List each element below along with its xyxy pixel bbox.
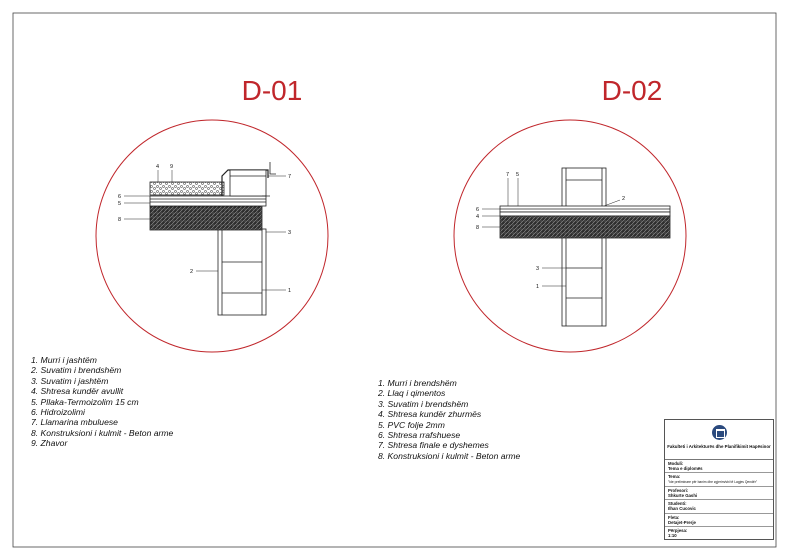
callout-label: 4 (156, 164, 160, 170)
title-block-row (665, 514, 773, 527)
row-label: Tema: (668, 474, 681, 480)
legend-d02 (378, 378, 520, 461)
legend-item: 6. Shtresa rrafshuese (378, 430, 461, 441)
screed-layer (500, 212, 670, 216)
legend-item: 9. Zhavor (31, 438, 68, 449)
row-label: Profesori: (668, 487, 689, 493)
callout-label: 2 (622, 196, 626, 202)
detail-circle-d01 (96, 120, 328, 352)
callout-label: 6 (476, 207, 480, 213)
row-label: Moduli: (668, 461, 684, 466)
section-drawing-d02 (500, 168, 670, 326)
legend-item: 2. Llaq i qimentos (378, 388, 446, 399)
legend-item: 8. Konstruksioni i kulmit - Beton arme (31, 427, 174, 438)
callout-label: 6 (118, 194, 122, 200)
callout-label: 7 (506, 172, 510, 178)
legend-item: 4. Shtresa kundër avullit (31, 386, 124, 397)
row-label: Përpjesa: (668, 528, 688, 534)
row-value: Ilhan Cucovic (668, 506, 696, 512)
legend-item: 4. Shtresa kundër zhurmës (378, 409, 482, 420)
callout-label: 1 (536, 284, 540, 290)
title-block-row (665, 487, 773, 500)
legend-item: 5. PVC folje 2mm (378, 419, 445, 430)
legend-item: 3. Suvatim i jashtëm (31, 375, 109, 386)
legend-item: 6. Hidroizolimi (31, 407, 85, 418)
callout-label: 4 (476, 214, 480, 220)
callout-label: 3 (288, 230, 292, 236)
row-value: Detajet-Prerje (668, 519, 696, 525)
row-label: Studenti: (668, 501, 687, 507)
row-value: 1:10 (668, 533, 677, 539)
detail-title-d02: D-02 (601, 75, 663, 106)
legend-item: 3. Suvatim i brendshëm (378, 398, 469, 409)
legend-item: 7. Llamarina mbuluese (31, 417, 118, 428)
legend-item: 7. Shtresa finale e dyshemes (378, 440, 489, 451)
exterior-wall (218, 229, 266, 315)
row-value: "Ide preliminare për banim dhe zgjerim/sbi të Lagjes Qendër" (668, 479, 758, 484)
section-drawing-d01 (150, 162, 276, 315)
row-value: Tema e diplomës (668, 466, 703, 472)
legend-d01 (31, 355, 173, 449)
insulation-layer (150, 196, 266, 206)
floor-slab (500, 216, 670, 238)
title-block-row (665, 460, 773, 473)
detail-title-d01: D-01 (241, 75, 303, 106)
roof-slab (150, 206, 262, 230)
callout-label: 1 (288, 288, 292, 294)
legend-item: 1. Murri i jashtëm (31, 355, 97, 365)
row-value: Shkurte Gashi (668, 493, 698, 499)
callout-label: 9 (170, 164, 174, 170)
legend-item: 5. Pllaka-Termoizolim 15 cm (31, 396, 139, 407)
callout-label: 8 (118, 217, 122, 223)
callout-label: 7 (288, 174, 292, 180)
callout-label: 2 (190, 269, 194, 275)
title-block-row (665, 500, 773, 513)
callout-label: 3 (536, 266, 540, 272)
row-label: Fleta: (668, 514, 680, 520)
title-block-row (665, 473, 773, 486)
callout-label: 5 (118, 201, 122, 207)
callout-label: 5 (516, 172, 520, 178)
title-block (664, 419, 774, 540)
title-block-header (665, 420, 773, 460)
gravel-layer (150, 182, 224, 195)
callout-label: 8 (476, 225, 480, 231)
legend-item: 8. Konstruksioni i kulmit - Beton arme (378, 450, 521, 461)
title-block-row (665, 527, 773, 539)
interior-wall-lower (562, 238, 606, 326)
university-logo-icon (712, 425, 727, 440)
legend-item: 2. Suvatim i brendshëm (31, 365, 122, 376)
faculty-name: Fakulteti i Arkitekturës dhe Planifikimit Hapësinor (667, 444, 771, 449)
legend-item: 1. Murri i brendshëm (378, 378, 457, 388)
interior-wall-upper (562, 168, 606, 208)
